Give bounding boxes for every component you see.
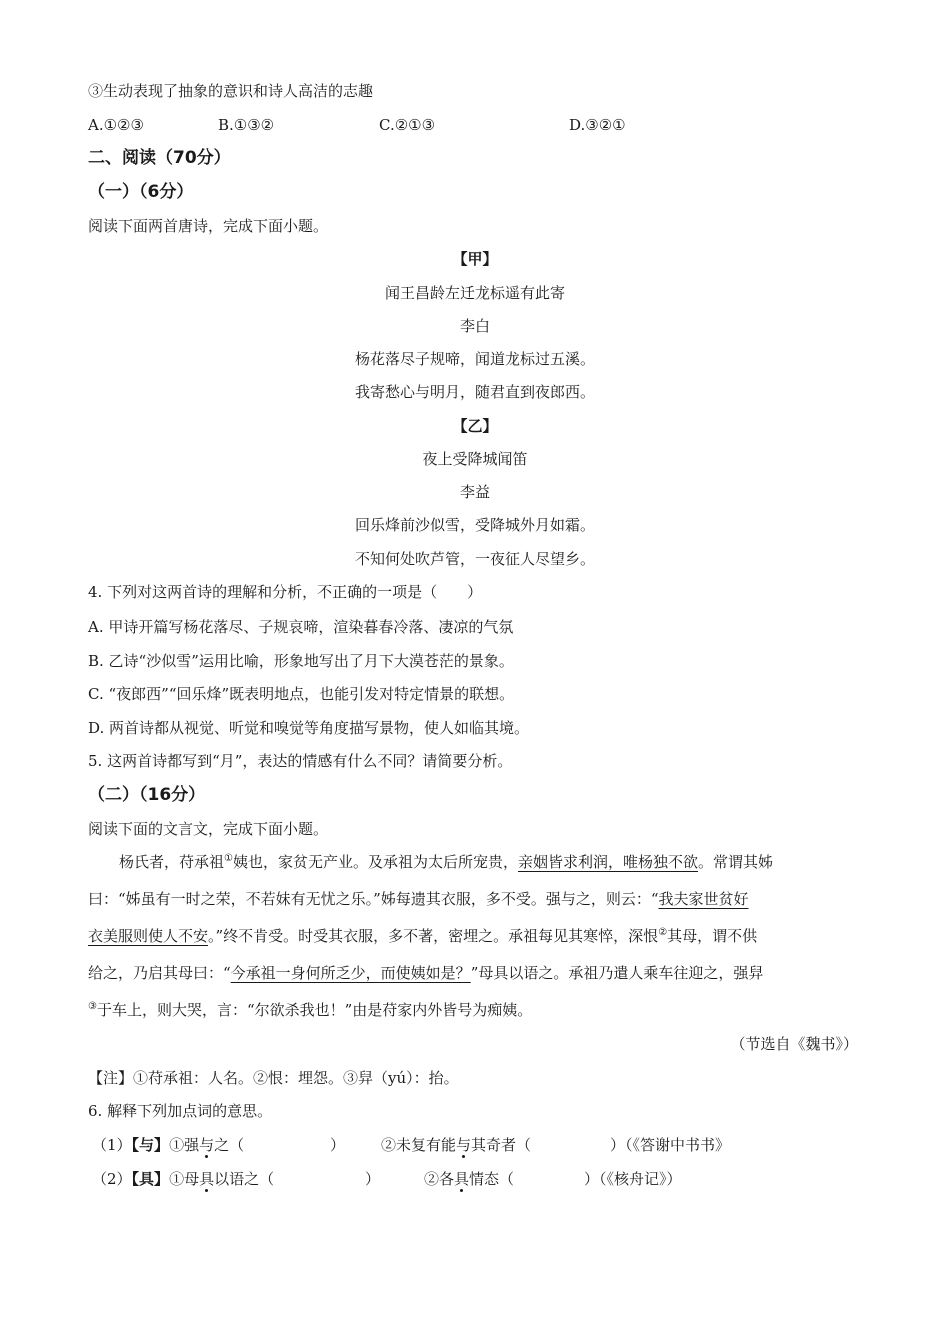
poem-a-mark: 【甲】 xyxy=(452,250,498,268)
passage-line: 曰：“姊虽有一时之荣，不若妹有无忧之乐。”姊每遗其衣服，多不受。强与之，则云：“我夫家世贫好 xyxy=(88,890,749,908)
q6-row-2-close: ） xyxy=(365,1170,381,1188)
part1-intro: 阅读下面两首唐诗，完成下面小题。 xyxy=(88,217,329,235)
section-title: 二、阅读（70分） xyxy=(88,148,231,168)
q6-row-2-part2: ②各具情态（ xyxy=(424,1170,515,1188)
q6-row-1-part2: ②未复有能与其奇者（ xyxy=(381,1136,532,1154)
poem-b-mark: 【乙】 xyxy=(452,417,498,435)
q6-row-1: （1）【与】①强与之（ xyxy=(92,1136,245,1154)
underlined-sentence: 衣美服则使人不安 xyxy=(88,927,209,945)
q3-option-c: C.②①③ xyxy=(379,116,436,134)
dotted-word: 具 xyxy=(454,1170,470,1188)
passage-source: （节选自《魏书》） xyxy=(730,1035,858,1053)
footnote-mark: ③ xyxy=(88,1001,97,1012)
poem-a-line: 我寄愁心与明月，随君直到夜郎西。 xyxy=(354,383,595,401)
q3-option-d: D.③②① xyxy=(569,116,626,134)
dotted-word: 与 xyxy=(456,1136,472,1154)
passage-line: 给之，乃启其母曰：“今承祖一身何所乏少，而使姨如是？”母具以语之。承祖乃遣人乘车往迎之，强舁 xyxy=(88,964,764,982)
dotted-word: 具 xyxy=(199,1170,215,1188)
poem-b-line: 回乐烽前沙似雪，受降城外月如霜。 xyxy=(354,516,595,534)
passage-line: 杨氏者，苻承祖①姨也，家贫无产业。及承祖为太后所宠贵，亲姻皆求利润，唯杨独不欲。常谓其姊 xyxy=(119,853,774,871)
q4-option-a: A. 甲诗开篇写杨花落尽、子规哀啼，渲染暮春冷落、凄凉的气氛 xyxy=(88,618,514,636)
footnote-mark: ① xyxy=(224,853,233,864)
poem-b-author: 李益 xyxy=(459,483,490,501)
poem-b-title: 夜上受降城闻笛 xyxy=(422,450,528,468)
passage-notes: 【注】①苻承祖：人名。②恨：埋怨。③舁（yú）：抬。 xyxy=(88,1069,459,1087)
q6-stem: 6. 解释下列加点词的意思。 xyxy=(88,1102,273,1120)
footnote-mark: ② xyxy=(658,927,668,938)
q6-row-1-close: ） xyxy=(330,1136,346,1154)
q4-option-c: C. “夜郎西”“回乐烽”既表明地点，也能引发对特定情景的联想。 xyxy=(88,685,515,703)
q4-stem: 4. 下列对这两首诗的理解和分析，不正确的一项是（ ） xyxy=(88,583,483,601)
poem-a-line: 杨花落尽子规啼，闻道龙标过五溪。 xyxy=(354,350,595,368)
q6-row-2-source: ）（《核舟记》） xyxy=(584,1170,682,1188)
part1-title: （一）（6分） xyxy=(88,182,194,202)
underlined-sentence: 我夫家世贫好 xyxy=(658,890,749,908)
q3-option-b: B.①③② xyxy=(218,116,275,134)
poem-b-line: 不知何处吹芦管，一夜征人尽望乡。 xyxy=(354,550,595,568)
part2-intro: 阅读下面的文言文，完成下面小题。 xyxy=(88,820,329,838)
q6-row-1-source: ）（《答谢中书书》 xyxy=(610,1136,731,1154)
q3-item3: ③生动表现了抽象的意识和诗人高洁的志趣 xyxy=(88,82,374,100)
passage-line: ③于车上，则大哭，言：“尔欲杀我也！”由是苻家内外皆号为痴姨。 xyxy=(88,1001,533,1019)
poem-a-title: 闻王昌龄左迁龙标遥有此寄 xyxy=(384,284,565,302)
q3-option-a: A.①②③ xyxy=(88,116,144,134)
dotted-word: 与 xyxy=(199,1136,215,1154)
q4-option-d: D. 两首诗都从视觉、听觉和嗅觉等角度描写景物，使人如临其境。 xyxy=(88,719,530,737)
passage-line: 衣美服则使人不安。”终不肯受。时受其衣服，多不著，密埋之。承祖每见其寒悴，深恨②其母，谓不供 xyxy=(88,927,758,945)
underlined-sentence: 亲姻皆求利润，唯杨独不欲 xyxy=(518,853,699,871)
q6-row-2: （2）【具】①母具以语之（ xyxy=(92,1170,275,1188)
q4-option-b: B. 乙诗“沙似雪”运用比喻，形象地写出了月下大漠苍茫的景象。 xyxy=(88,652,514,670)
underlined-sentence: 今承祖一身何所乏少，而使姨如是？ xyxy=(230,964,471,982)
poem-a-author: 李白 xyxy=(459,317,490,335)
q5-stem: 5. 这两首诗都写到“月”，表达的情感有什么不同？请简要分析。 xyxy=(88,752,513,770)
part2-title: （二）（16分） xyxy=(88,785,206,805)
